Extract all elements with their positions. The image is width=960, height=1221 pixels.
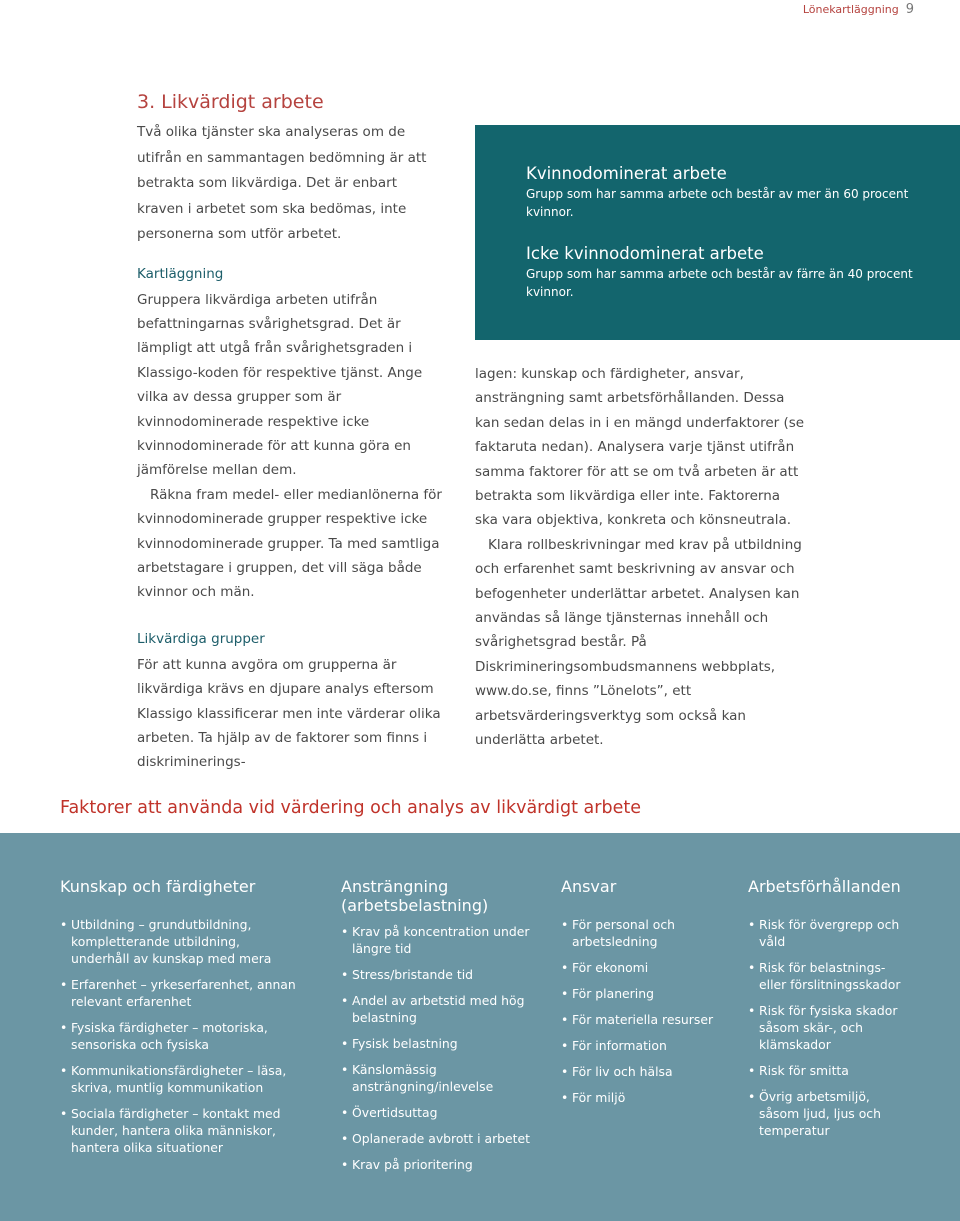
factor-item: • Risk för smitta	[748, 1062, 908, 1079]
definition-title-icke-kvinnodominerat: Icke kvinnodominerat arbete	[526, 244, 764, 263]
definition-text-icke-kvinnodominerat: Grupp som har samma arbete och består av färre än 40 procent kvinnor.	[526, 267, 913, 299]
factor-item: • Fysiska färdigheter – motoriska, sensoriska och fysiska	[60, 1019, 300, 1053]
page-number: 9	[905, 2, 914, 17]
definition-box	[475, 125, 960, 340]
factor-list	[60, 916, 300, 1156]
factor-item: • Risk för belastnings- eller förslitningsskador	[748, 959, 908, 993]
factor-item: • Övrig arbetsmiljö, såsom ljud, ljus och temperatur	[748, 1088, 908, 1139]
factor-item: • Krav på koncentration under längre tid	[341, 923, 531, 957]
right-paragraph-1: lagen: kunskap och färdigheter, ansvar, ansträngning samt arbetsförhållanden. Dessa kan sedan delas in i en mängd underfaktorer (se faktaruta nedan). Analysera varje tjänst utifrån samma faktorer för att se om två arbeten är att betrakta som likvärdiga eller inte. Faktorerna ska vara objektiva, konkreta och könsneutrala.	[475, 366, 805, 529]
factor-item: • För miljö	[561, 1089, 721, 1106]
factor-item: • Stress/bristande tid	[341, 966, 531, 983]
factor-item: • Oplanerade avbrott i arbetet	[341, 1130, 531, 1147]
factor-item: • Fysisk belastning	[341, 1035, 531, 1052]
definition-text-kvinnodominerat: Grupp som har samma arbete och består av mer än 60 procent kvinnor.	[526, 187, 909, 219]
factor-item: • Utbildning – grundutbildning, kompletterande utbildning, underhåll av kunskap med mera	[60, 916, 300, 967]
factor-item: • För liv och hälsa	[561, 1063, 721, 1080]
factors-box	[0, 833, 960, 1221]
factor-column-ansvar	[561, 877, 721, 1115]
factor-item: • Krav på prioritering	[341, 1156, 531, 1173]
factor-list	[341, 923, 531, 1173]
factor-item: • För planering	[561, 985, 721, 1002]
page-header	[803, 2, 914, 17]
factor-heading: Kunskap och färdigheter	[60, 877, 256, 896]
running-section-title: Lönekartläggning	[802, 3, 899, 16]
factor-list	[561, 916, 721, 1106]
factor-item: • För personal och arbetsledning	[561, 916, 721, 950]
factor-heading: Ansvar	[561, 877, 617, 896]
factor-column-anstrangning	[341, 877, 531, 1182]
factor-item: • Risk för övergrepp och våld	[748, 916, 908, 950]
factor-item: • För information	[561, 1037, 721, 1054]
kartlaggning-paragraph-2: Räkna fram medel- eller medianlönerna för kvinnodominerade grupper respektive icke kvinnodominerade grupper. Ta med samtliga arbetstagare i gruppen, det vill säga både kvinnor och män.	[137, 486, 442, 601]
factor-item: • Kommunikationsfärdigheter – läsa, skriva, muntlig kommunikation	[60, 1062, 300, 1096]
factor-item: • För materiella resurser	[561, 1011, 721, 1028]
factor-heading: Ansträngning (arbetsbelastning)	[341, 877, 489, 915]
factor-item: • Övertidsuttag	[341, 1104, 531, 1121]
factor-item: • Andel av arbetstid med hög belastning	[341, 992, 531, 1026]
factor-heading: Arbetsförhållanden	[748, 877, 901, 896]
right-paragraph-2: Klara rollbeskrivningar med krav på utbildning och erfarenhet samt beskrivning av ansvar och befogenheter underlättar arbetet. Analysen kan användas så länge tjänsternas innehåll och svårighetsgrad består. På Diskrimineringsombudsmannens webbplats, www.do.se, finns ”Lönelots”, ett arbetsvärderingsverktyg som också kan underlätta arbetet.	[475, 536, 802, 749]
factor-list	[748, 916, 908, 1139]
intro-paragraph: Två olika tjänster ska analyseras om de utifrån en sammantagen bedömning är att betrakta som likvärdiga. Det är enbart kraven i arbetet som ska bedömas, inte personerna som utför arbetet.	[137, 124, 427, 242]
factor-item: • Känslomässig ansträngning/inlevelse	[341, 1061, 531, 1095]
left-column	[137, 90, 447, 775]
factors-title: Faktorer att använda vid värdering och analys av likvärdigt arbete	[60, 798, 641, 818]
factor-item: • Sociala färdigheter – kontakt med kunder, hantera olika människor, hantera olika situationer	[60, 1105, 300, 1156]
likvardiga-grupper-heading: Likvärdiga grupper	[137, 630, 265, 647]
factor-column-arbetsforhallanden	[748, 877, 908, 1148]
section-heading: 3. Likvärdigt arbete	[137, 91, 324, 113]
likvardiga-paragraph: För att kunna avgöra om grupperna är likvärdiga krävs en djupare analys eftersom Klassigo klassificerar men inte värderar olika arbeten. Ta hjälp av de faktorer som finns i diskriminerings-	[137, 656, 441, 771]
definition-title-kvinnodominerat: Kvinnodominerat arbete	[526, 164, 727, 183]
factor-item: • Risk för fysiska skador såsom skär-, och klämskador	[748, 1002, 908, 1053]
right-column	[475, 362, 805, 753]
kartlaggning-paragraph-1: Gruppera likvärdiga arbeten utifrån befattningarnas svårighetsgrad. Det är lämpligt att utgå från svårighetsgraden i Klassigo-koden för respektive tjänst. Ange vilka av dessa grupper som är kvinnodominerade respektive icke kvinnodominerade för att kunna göra en jämförelse mellan dem.	[137, 291, 423, 479]
factor-item: • För ekonomi	[561, 959, 721, 976]
factor-item: • Erfarenhet – yrkeserfarenhet, annan relevant erfarenhet	[60, 976, 300, 1010]
kartlaggning-heading: Kartläggning	[137, 265, 224, 282]
factor-column-kunskap	[60, 877, 300, 1165]
